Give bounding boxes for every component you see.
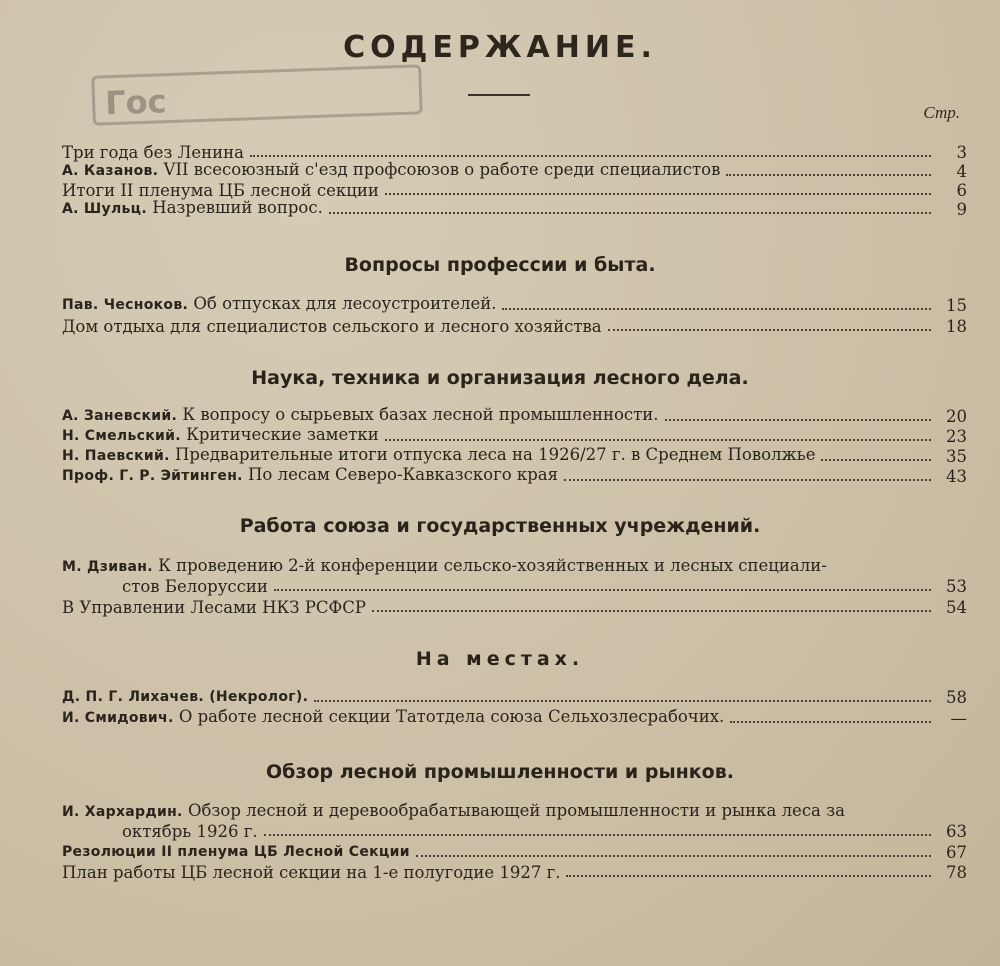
- entry-author: Н. Паевский.: [62, 448, 170, 464]
- entry-title-continued: стов Белоруссии: [122, 577, 268, 596]
- entry-page: 4: [956, 162, 967, 181]
- stamp-text: Гос: [104, 82, 168, 123]
- section-heading: Наука, техника и организация лесного дела.: [251, 367, 749, 389]
- entry-page: 15: [946, 296, 967, 315]
- leader-dots: [264, 834, 931, 836]
- toc-entry[interactable]: [62, 558, 967, 596]
- toc-entry[interactable]: [62, 200, 967, 219]
- entry-page: 63: [946, 822, 967, 841]
- leader-dots: [329, 212, 931, 214]
- entry-author: А. Шульц.: [62, 201, 147, 217]
- leader-dots: [730, 721, 931, 723]
- entry-author: М. Дзиван.: [62, 559, 153, 575]
- entry-title: Обзор лесной и деревообрабатывающей промышленности и рынка леса за: [187, 801, 845, 820]
- leader-dots: [385, 439, 931, 441]
- toc-entry[interactable]: [62, 296, 967, 315]
- entry-author: Д. П. Г. Лихачев.: [62, 689, 204, 705]
- entry-author: Пав. Чесноков.: [62, 297, 189, 313]
- toc-entry[interactable]: [62, 598, 967, 617]
- leader-dots: [566, 875, 931, 877]
- entry-title: По лесам Северо-Кавказского края: [248, 465, 559, 484]
- entry-page: 67: [946, 843, 967, 862]
- entry-title: Дом отдыха для специалистов сельского и лесного хозяйства: [62, 317, 602, 336]
- entry-title: (Некролог).: [209, 689, 309, 705]
- toc-entry[interactable]: [62, 317, 967, 336]
- entry-title: О работе лесной секции Татотдела союза Сельхозлесрабочих.: [178, 707, 725, 726]
- section-heading: На местах.: [415, 648, 585, 670]
- entry-author: Н. Смельский.: [62, 428, 181, 444]
- entry-author: Проф. Г. Р. Эйтинген.: [62, 468, 243, 484]
- toc-entry[interactable]: [62, 467, 967, 486]
- entry-page: 78: [946, 863, 967, 882]
- entry-author: И. Хархардин.: [62, 804, 183, 820]
- entry-author: Резолюции II пленума ЦБ Лесной Секции: [62, 844, 410, 860]
- toc-entry[interactable]: [62, 863, 967, 882]
- leader-dots: [726, 174, 931, 176]
- leader-dots: [665, 419, 931, 421]
- toc-entry[interactable]: [62, 709, 967, 728]
- leader-dots: [274, 589, 931, 591]
- entry-author: А. Казанов.: [62, 163, 159, 179]
- entry-title: VII всесоюзный с'езд профсоюзов о работе среди специалистов: [163, 160, 721, 179]
- entry-title: Назревший вопрос.: [152, 198, 323, 217]
- entry-page: 35: [946, 447, 967, 466]
- entry-page: 43: [946, 467, 967, 486]
- entry-title: Предварительные итоги отпуска леса на 1926/27 г. в Среднем Поволжье: [175, 445, 816, 464]
- toc-entry[interactable]: [62, 803, 967, 841]
- entry-page: 54: [946, 598, 967, 617]
- section-heading: Работа союза и государственных учреждений.: [239, 515, 761, 537]
- library-stamp: [91, 64, 423, 125]
- entry-title: К вопросу о сырьевых базах лесной промышленности.: [182, 405, 659, 424]
- page-title: СОДЕРЖАНИЕ.: [343, 30, 657, 65]
- leader-dots: [250, 155, 931, 157]
- toc-entry[interactable]: [62, 162, 967, 181]
- entry-title: План работы ЦБ лесной секции на 1-е полугодие 1927 г.: [62, 863, 561, 882]
- leader-dots: [502, 308, 931, 310]
- leader-dots: [416, 855, 931, 857]
- entry-page: 18: [946, 317, 967, 336]
- leader-dots: [821, 459, 931, 461]
- entry-page: 23: [946, 427, 967, 446]
- toc-entry[interactable]: [62, 427, 967, 446]
- entry-title: В Управлении Лесами НКЗ РСФСР: [62, 598, 366, 617]
- leader-dots: [372, 610, 931, 612]
- leader-dots: [385, 193, 931, 195]
- entry-title-continued: октябрь 1926 г.: [122, 822, 258, 841]
- toc-entry[interactable]: [62, 688, 967, 707]
- section-heading: Вопросы профессии и быта.: [344, 254, 656, 276]
- entry-page: 58: [946, 688, 967, 707]
- toc-entry[interactable]: [62, 843, 967, 862]
- page-column-label: Стр.: [923, 103, 960, 122]
- entry-page: 3: [956, 143, 967, 162]
- toc-entry[interactable]: [62, 407, 967, 426]
- entry-title: Критические заметки: [186, 425, 379, 444]
- section-heading: Обзор лесной промышленности и рынков.: [266, 761, 734, 783]
- entry-page: —: [950, 709, 967, 728]
- entry-author: А. Заневский.: [62, 408, 178, 424]
- title-divider: [468, 94, 530, 96]
- entry-title: Три года без Ленина: [62, 143, 244, 162]
- entry-title: Об отпусках для лесоустроителей.: [193, 294, 497, 313]
- leader-dots: [314, 700, 931, 702]
- entry-page: 9: [956, 200, 967, 219]
- entry-page: 53: [946, 577, 967, 596]
- entry-page: 6: [956, 181, 967, 200]
- entry-author: И. Смидович.: [62, 710, 174, 726]
- entry-title: К проведению 2-й конференции сельско-хозяйственных и лесных специали-: [158, 556, 827, 575]
- leader-dots: [564, 479, 931, 481]
- entry-title: Итоги II пленума ЦБ лесной секции: [62, 181, 379, 200]
- entry-page: 20: [946, 407, 967, 426]
- toc-entry[interactable]: [62, 447, 967, 466]
- leader-dots: [608, 329, 931, 331]
